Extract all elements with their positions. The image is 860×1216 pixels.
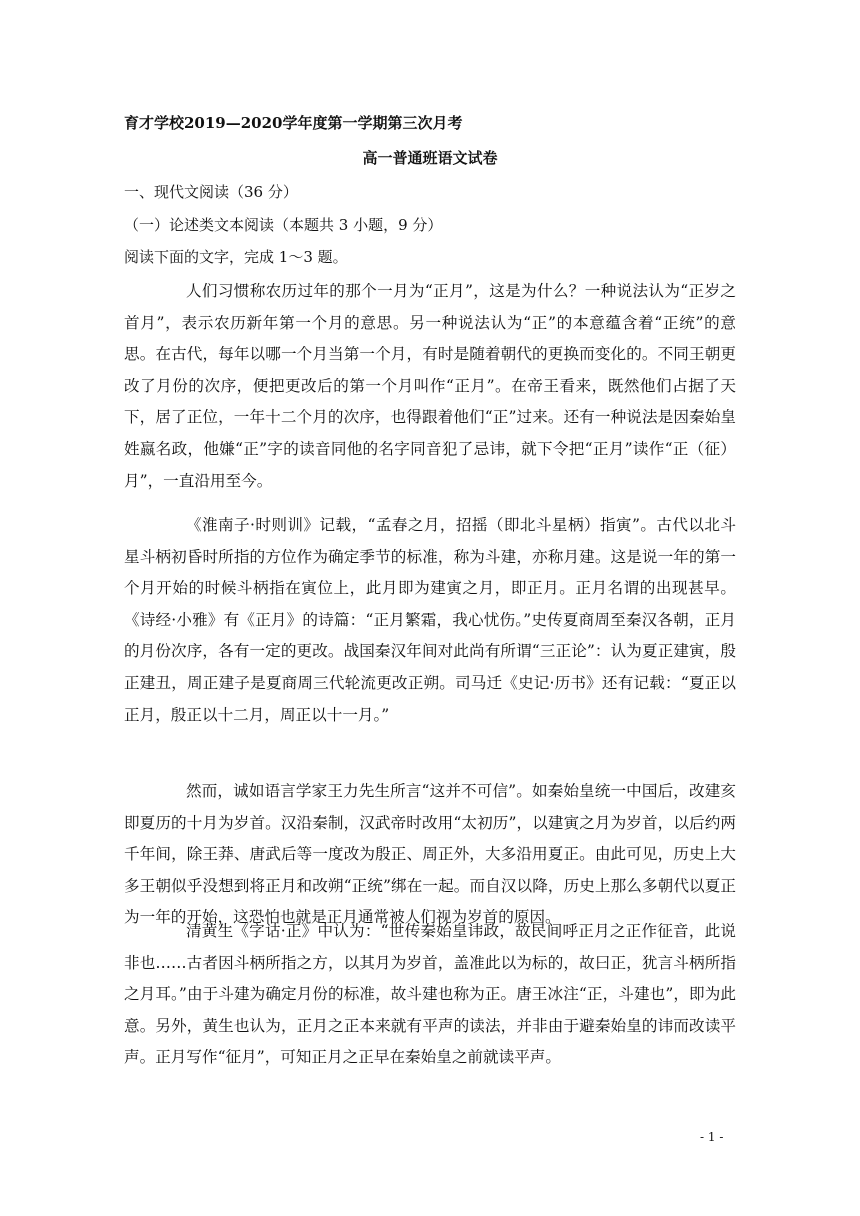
paper-title: 高一普通班语文试卷 — [362, 149, 498, 167]
page-number: - 1 - — [700, 1130, 724, 1144]
section-heading: 一、现代文阅读（36 分） — [124, 183, 298, 201]
paragraph-4: 清黄生《字诂·正》中认为：“世传秦始皇讳政，故民间呼正月之正作征音，此说非也……古者因斗柄所指之方，以其月为岁首，盖准此以为标的，故曰正，犹言斗柄所指之月耳。”由于斗建为确定月份的标准，故斗建也称为正。唐王冰注“正，斗建也”，即为此意。另外，黄生也认为，正月之正本来就有平声的读法，并非由于避秦始皇的讳而改读平声。正月写作“征月”，可知正月之正早在秦始皇之前就读平声。 — [124, 922, 736, 1067]
subsection-heading: （一）论述类文本阅读（本题共 3 小题，9 分） — [124, 216, 443, 234]
paragraph-3: 然而，诚如语言学家王力先生所言“这并不可信”。如秦始皇统一中国后，改建亥即夏历的十月为岁首。汉沿秦制，汉武帝时改用“太初历”，以建寅之月为岁首，以后约两千年间，除王莽、唐武后等一度改为殷正、周正外，大多沿用夏正。由此可见，历史上大多王朝似乎没想到将正月和改朔“正统”绑在一起。而自汉以降，历史上那么多朝代以夏正为一年的开始，这恐怕也就是正月通常被人们视为岁首的原因。 — [124, 782, 736, 927]
paragraph-2: 《淮南子·时则训》记载，“孟春之月，招摇（即北斗星柄）指寅”。古代以北斗星斗柄初昏时所指的方位作为确定季节的标准，称为斗建，亦称月建。这是说一年的第一个月开始的时候斗柄指在寅位上，此月即为建寅之月，即正月。正月名谓的出现甚早。《诗经·小雅》有《正月》的诗篇：“正月繁霜，我心忧伤。”史传夏商周至秦汉各朝，正月的月份次序，各有一定的更改。战国秦汉年间对此尚有所谓“三正论”：认为夏正建寅，殷正建丑，周正建子是夏商周三代轮流更改正朔。司马迁《史记·历书》还有记载：“夏正以正月，殷正以十二月，周正以十一月。” — [124, 516, 736, 724]
paragraph-1: 人们习惯称农历过年的那个一月为“正月”，这是为什么？一种说法认为“正岁之首月”，表示农历新年第一个月的意思。另一种说法认为“正”的本意蕴含着“正统”的意思。在古代，每年以哪一个月当第一个月，有时是随着朝代的更换而变化的。不同王朝更改了月份的次序，便把更改后的第一个月叫作“正月”。在帝王看来，既然他们占据了天下，居了正位，一年十二个月的次序，也得跟着他们“正”过来。还有一种说法是因秦始皇姓嬴名政，他嫌“正”字的读音同他的名字同音犯了忌讳，就下令把“正月”读作“正（征）月”，一直沿用至今。 — [124, 282, 736, 490]
school-exam-header: 育才学校2019—2020学年度第一学期第三次月考 — [124, 114, 463, 132]
reading-instruction: 阅读下面的文字，完成 1～3 题。 — [124, 248, 348, 266]
